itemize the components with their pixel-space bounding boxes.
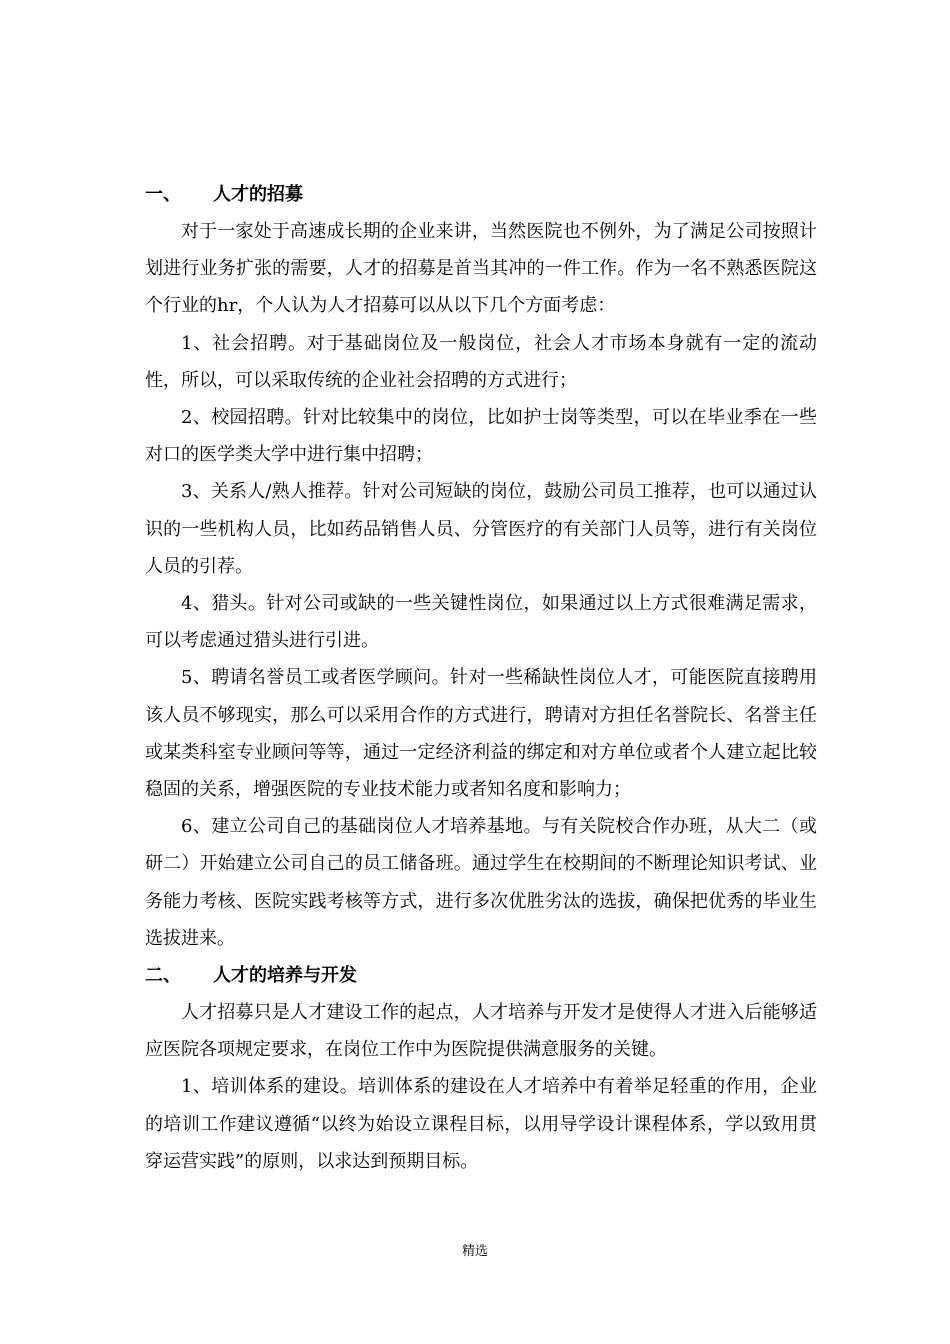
paragraph: 1、社会招聘。对于基础岗位及一般岗位，社会人才市场本身就有一定的流动性，所以，可以采取传统的企业社会招聘的方式进行； <box>145 332 817 391</box>
page-footer-label: 精选 <box>461 1244 488 1259</box>
section-title: 人才的培养与开发 <box>213 965 357 987</box>
section-heading-recruitment <box>145 176 817 213</box>
section-number: 二、 <box>145 965 181 987</box>
section-title: 人才的招募 <box>213 184 303 205</box>
paragraph: 人才招募只是人才建设工作的起点，人才培养与开发才是使得人才进入后能够适应医院各项规定要求，在岗位工作中为医院提供满意服务的关键。 <box>145 1002 817 1061</box>
section-heading-training <box>145 957 817 994</box>
paragraph: 2、校园招聘。针对比较集中的岗位，比如护士岗等类型，可以在毕业季在一些对口的医学类大学中进行集中招聘； <box>145 407 817 466</box>
paragraph: 1、培训体系的建设。培训体系的建设在人才培养中有着举足轻重的作用，企业的培训工作建议遵循“以终为始设立课程目标，以用导学设计课程体系，学以致用贯穿运营实践”的原则，以求达到预期目标。 <box>145 1076 817 1172</box>
section-number: 一、 <box>145 184 181 205</box>
paragraph: 5、聘请名誉员工或者医学顾问。针对一些稀缺性岗位人才，可能医院直接聘用该人员不够现实，那么可以采用合作的方式进行，聘请对方担任名誉院长、名誉主任或某类科室专业顾问等等，通过一定经济利益的绑定和对方单位或者个人建立起比较稳固的关系，增强医院的专业技术能力或者知名度和影响力； <box>145 667 817 801</box>
paragraph: 4、猎头。针对公司或缺的一些关键性岗位，如果通过以上方式很难满足需求，可以考虑通过猎头进行引进。 <box>145 593 817 652</box>
paragraph: 6、建立公司自己的基础岗位人才培养基地。与有关院校合作办班，从大二（或研二）开始建立公司自己的员工储备班。通过学生在校期间的不断理论知识考试、业务能力考核、医院实践考核等方式，进行多次优胜劣汰的选拔，确保把优秀的毕业生选拔进来。 <box>145 816 817 949</box>
paragraph: 3、关系人/熟人推荐。针对公司短缺的岗位，鼓励公司员工推荐，也可以通过认识的一些机构人员，比如药品销售人员、分管医疗的有关部门人员等，进行有关岗位人员的引荐。 <box>145 481 817 577</box>
paragraph: 对于一家处于高速成长期的企业来讲，当然医院也不例外，为了满足公司按照计划进行业务扩张的需要，人才的招募是首当其冲的一件工作。作为一名不熟悉医院这个行业的hr，个人认为人才招募可以从以下几个方面考虑： <box>145 221 817 317</box>
document-body <box>145 176 817 1180</box>
